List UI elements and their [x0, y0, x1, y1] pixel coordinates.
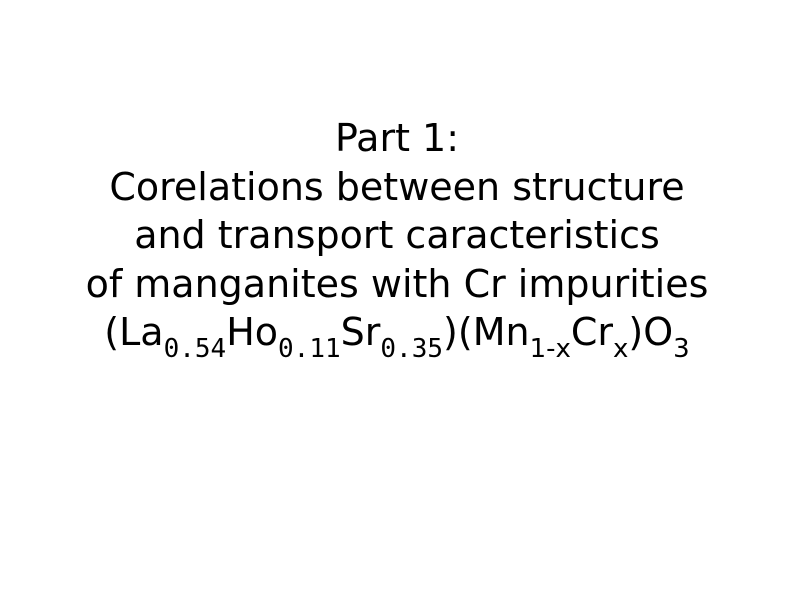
- title-line-2: and transport caracteristics: [134, 213, 660, 257]
- part-label: Part 1:: [334, 116, 460, 160]
- formula-cr-subscript: x: [613, 334, 629, 364]
- slide-title: [0, 114, 794, 364]
- formula-sr: Sr: [340, 310, 381, 354]
- formula-ho-subscript: 0.11: [278, 334, 341, 364]
- formula-mn-subscript: 1-x: [529, 334, 571, 364]
- title-line-3: of manganites with Cr impurities: [85, 261, 709, 306]
- formula-ho: Ho: [226, 310, 279, 354]
- formula-close: )O: [628, 310, 674, 354]
- formula-la-subscript: 0.54: [163, 334, 227, 364]
- formula-open-paren: (: [104, 310, 120, 354]
- formula-mid: )(: [443, 310, 473, 354]
- formula-o-subscript: 3: [673, 334, 690, 364]
- title-line-1: Corelations between structure: [109, 164, 685, 209]
- formula-cr: Cr: [570, 310, 614, 354]
- chemical-formula: [0, 308, 794, 364]
- formula-mn: Mn: [472, 310, 530, 354]
- formula-sr-subscript: 0.35: [380, 334, 444, 364]
- formula-la: La: [119, 310, 164, 354]
